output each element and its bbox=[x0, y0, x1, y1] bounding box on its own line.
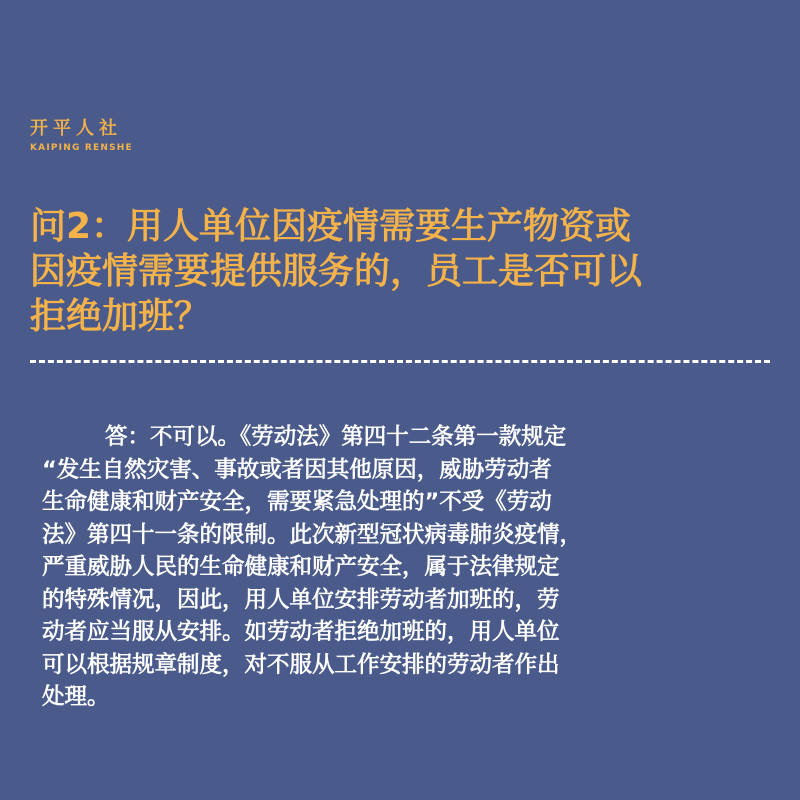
answer-line: 的特殊情况，因此，用人单位安排劳动者加班的，劳 bbox=[42, 586, 560, 613]
brand-name-cn: 开平人社 bbox=[30, 118, 122, 139]
answer-line: 处理。 bbox=[42, 684, 110, 710]
answer-line: 可以根据规章制度，对不服从工作安排的劳动者作出 bbox=[42, 651, 560, 678]
answer-line: 答：不可以。《劳动法》第四十二条第一款规定 bbox=[105, 424, 567, 450]
dashed-divider bbox=[30, 360, 770, 363]
answer-line: “发生自然灾害、事故或者因其他原因，威胁劳动者 bbox=[42, 456, 552, 483]
answer-line: 生命健康和财产安全，需要紧急处理的”不受《劳动 bbox=[42, 489, 552, 515]
question-line: 拒绝加班？ bbox=[30, 296, 211, 337]
question-line: 因疫情需要提供服务的，员工是否可以 bbox=[30, 251, 643, 292]
answer-line: 法》第四十一条的限制。此次新型冠状病毒肺炎疫情， bbox=[42, 521, 583, 548]
question-title bbox=[30, 204, 775, 339]
brand-name-en: KAIPING RENSHE bbox=[30, 143, 133, 153]
brand-logo bbox=[30, 118, 133, 154]
question-line: 问2：用人单位因疫情需要生产物资或 bbox=[30, 206, 632, 247]
answer-line: 动者应当服从安排。如劳动者拒绝加班的，用人单位 bbox=[42, 619, 560, 645]
answer-text bbox=[42, 421, 762, 714]
answer-line: 严重威胁人民的生命健康和财产安全，属于法律规定 bbox=[42, 554, 560, 580]
